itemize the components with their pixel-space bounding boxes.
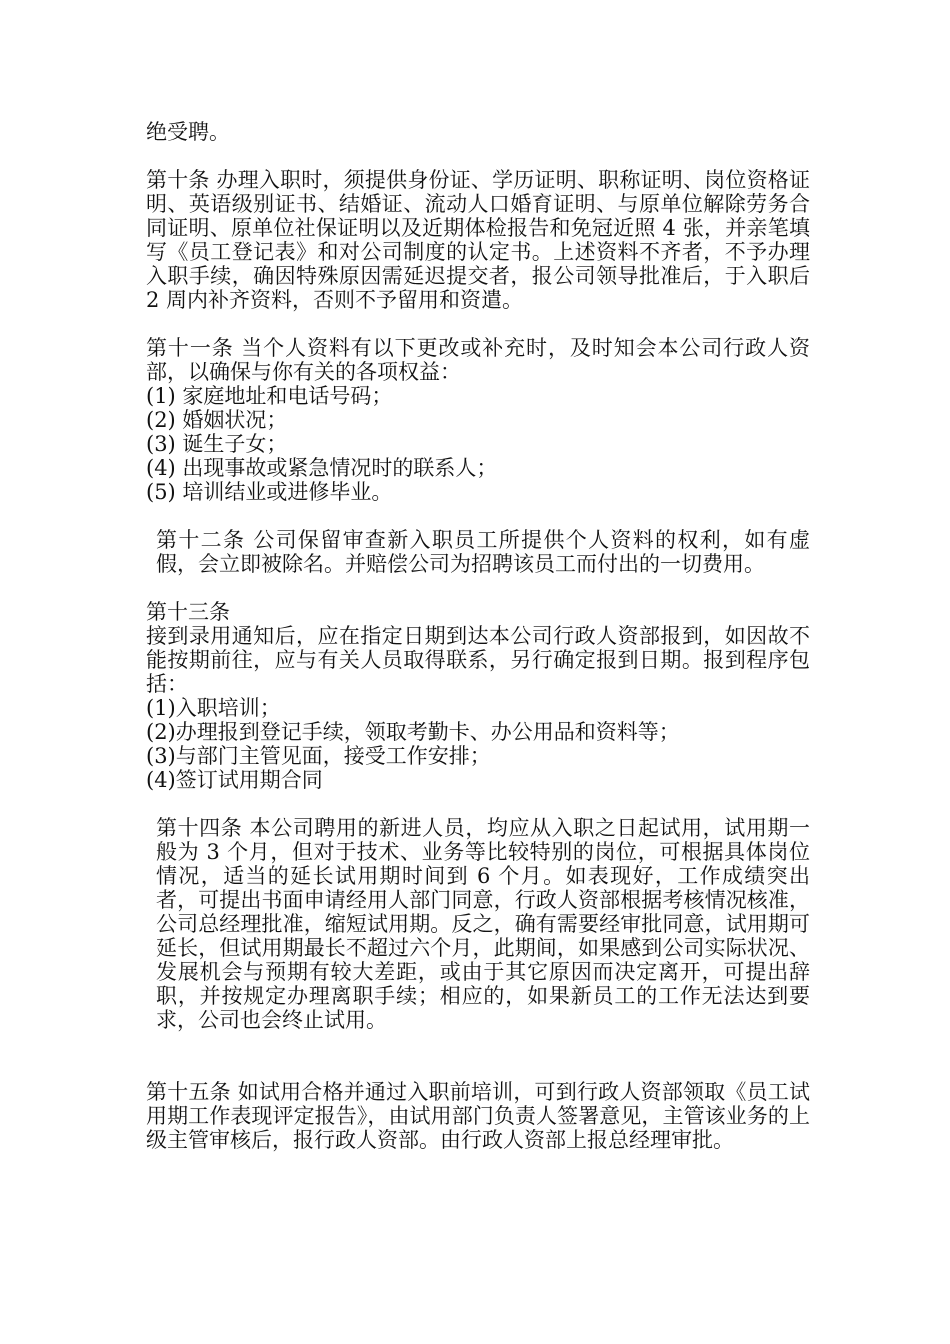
paragraph-gap — [146, 312, 810, 336]
article-13-item: (2)办理报到登记手续，领取考勤卡、办公用品和资料等； — [146, 720, 680, 744]
paragraph-continuation: 绝受聘。 — [146, 120, 230, 144]
paragraph-gap — [146, 1032, 810, 1080]
paragraph-gap — [146, 504, 810, 528]
paragraph-gap — [146, 792, 810, 816]
paragraph-gap — [146, 144, 810, 168]
paragraph-gap — [146, 576, 810, 600]
article-12: 第十二条 公司保留审查新入职员工所提供个人资料的权利，如有虚假，会立即被除名。并赔偿公司为招聘该员工而付出的一切费用。 — [156, 528, 810, 576]
article-13-item: (1)入职培训； — [146, 696, 281, 720]
article-11-item: (4) 出现事故或紧急情况时的联系人； — [146, 456, 498, 480]
article-11-item: (3) 诞生子女； — [146, 432, 288, 456]
article-13-item: (3)与部门主管见面，接受工作安排； — [146, 744, 491, 768]
article-13-item: (4)签订试用期合同 — [146, 768, 323, 792]
article-10: 第十条 办理入职时，须提供身份证、学历证明、职称证明、岗位资格证明、英语级别证书、结婚证、流动人口婚育证明、与原单位解除劳务合同证明、原单位社保证明以及近期体检报告和免冠近照 4 张，并亲笔填写《员工登记表》和对公司制度的认定书。上述资料不齐者，不予办理入职手续，确因特殊原因需延迟提交者，报公司领导批准后，于入职后 2 周内补齐资料，否则不予留用和资遣。 — [146, 168, 810, 312]
article-13: 接到录用通知后，应在指定日期到达本公司行政人资部报到，如因故不能按期前往，应与有关人员取得联系，另行确定报到日期。报到程序包括： — [146, 624, 810, 696]
article-11-item: (5) 培训结业或进修毕业。 — [146, 480, 393, 504]
article-11-item: (1) 家庭地址和电话号码； — [146, 384, 393, 408]
article-14: 第十四条 本公司聘用的新进人员，均应从入职之日起试用，试用期一般为 3 个月，但对于技术、业务等比较特别的岗位，可根据具体岗位情况，适当的延长试用期时间到 6 个月。如表现好，工作成绩突出者，可提出书面申请经用人部门同意，行政人资部根据考核情况核准，公司总经理批准，缩短试用期。反之，确有需要经审批同意，试用期可延长，但试用期最长不超过六个月，此期间，如果感到公司实际状况、发展机会与预期有较大差距，或由于其它原因而决定离开，可提出辞职，并按规定办理离职手续；相应的，如果新员工的工作无法达到要求，公司也会终止试用。 — [156, 816, 810, 1032]
document-body — [146, 120, 810, 1152]
article-11: 第十一条 当个人资料有以下更改或补充时，及时知会本公司行政人资部，以确保与你有关的各项权益： — [146, 336, 810, 384]
article-11-item: (2) 婚姻状况； — [146, 408, 288, 432]
article-13-heading: 第十三条 — [146, 600, 230, 624]
article-15: 第十五条 如试用合格并通过入职前培训，可到行政人资部领取《员工试用期工作表现评定报告》，由试用部门负责人签署意见，主管该业务的上级主管审核后，报行政人资部。由行政人资部上报总经理审批。 — [146, 1080, 810, 1152]
